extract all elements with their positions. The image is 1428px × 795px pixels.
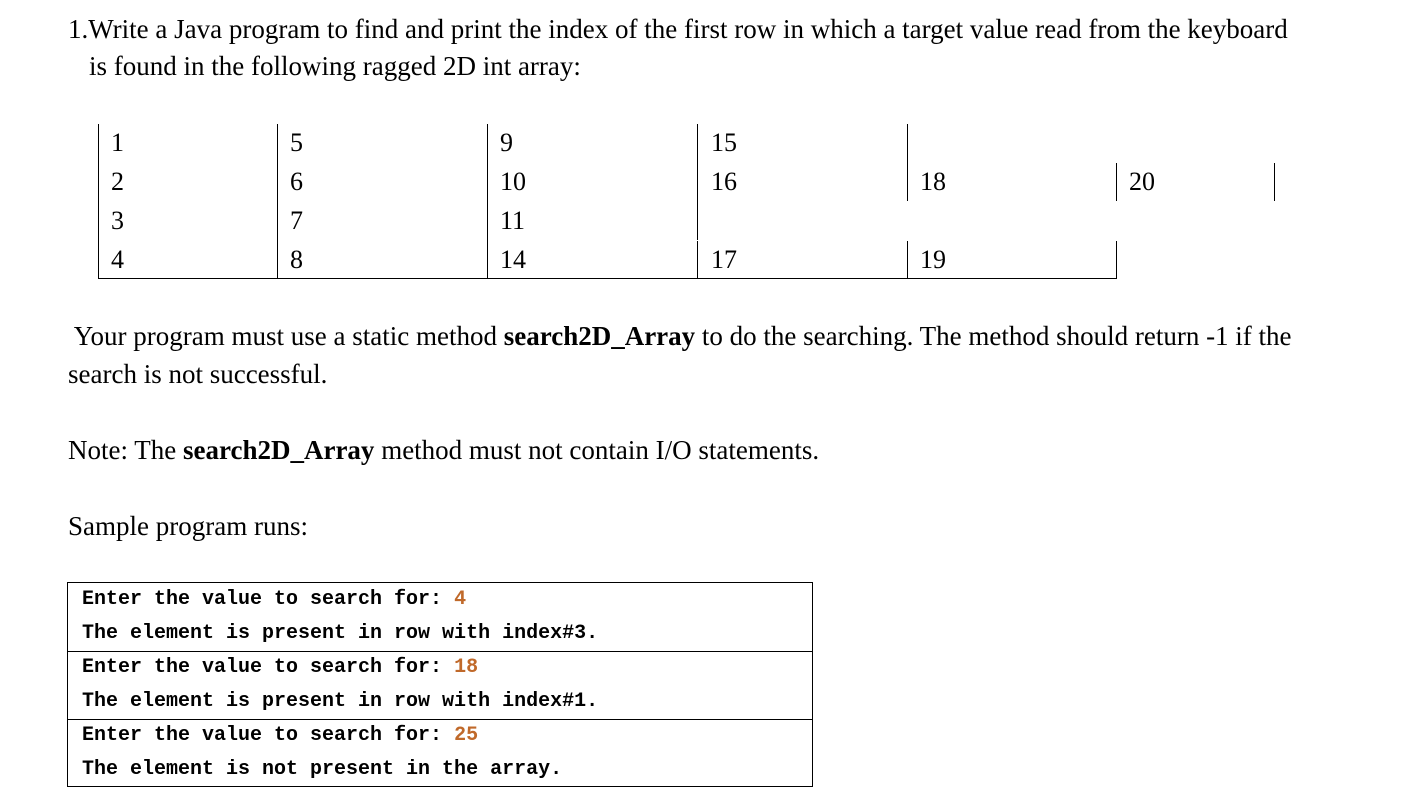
array-cell: 15 [711, 128, 737, 157]
array-grid-line [697, 241, 698, 279]
note-suffix: method must not contain I/O statements. [374, 435, 820, 465]
array-cell: 10 [500, 167, 526, 196]
note-prefix: Note: The [68, 435, 183, 465]
method-paragraph-line-2: search is not successful. [68, 359, 328, 389]
array-grid-line [98, 278, 1117, 279]
sample-run [68, 719, 812, 788]
sample-runs-console [67, 582, 813, 787]
array-grid-line [1116, 241, 1117, 279]
array-grid-line [1116, 163, 1117, 201]
sample-run [68, 583, 812, 651]
ragged-array-table [0, 0, 1428, 300]
run-prompt: Enter the value to search for: [82, 656, 455, 679]
question-line-1: 1.Write a Java program to find and print the index of the first row in which a target value read from the keyboard [68, 14, 1288, 44]
method-text-part1: Your program must use a static method [68, 321, 504, 351]
array-grid-line [697, 124, 698, 240]
sample-runs-heading: Sample program runs: [68, 511, 308, 541]
array-cell: 14 [500, 245, 526, 274]
run-prompt-line [82, 656, 478, 680]
array-cell: 16 [711, 167, 737, 196]
array-grid-line [907, 124, 908, 201]
run-output: The element is present in row with index#3. [82, 622, 599, 645]
run-input-value: 4 [454, 588, 467, 611]
run-output: The element is not present in the array. [82, 758, 563, 781]
note-paragraph [68, 431, 819, 469]
run-input-value: 18 [454, 656, 479, 679]
array-cell: 4 [111, 245, 124, 274]
array-cell: 8 [290, 245, 303, 274]
array-cell: 11 [500, 206, 526, 235]
note-method-name: search2D_Array [182, 435, 375, 465]
array-cell: 18 [920, 167, 946, 196]
array-cell: 20 [1129, 167, 1155, 196]
array-cell: 7 [290, 206, 303, 235]
array-cell: 3 [111, 206, 124, 235]
array-cell: 1 [111, 128, 124, 157]
method-name: search2D_Array [503, 321, 696, 351]
array-cell: 17 [711, 245, 737, 274]
array-cell: 9 [500, 128, 513, 157]
run-prompt: Enter the value to search for: [82, 588, 455, 611]
array-cell: 6 [290, 167, 303, 196]
array-grid-line [98, 124, 99, 279]
run-output: The element is present in row with index#1. [82, 690, 599, 713]
array-grid-line [1274, 163, 1275, 201]
array-grid-line [907, 241, 908, 279]
array-cell: 19 [920, 245, 946, 274]
array-grid-line [487, 124, 488, 279]
run-prompt-line [82, 724, 478, 748]
run-prompt-line [82, 588, 466, 612]
method-text-part2: to do the searching. The method should return -1 if the [695, 321, 1292, 351]
run-prompt: Enter the value to search for: [82, 724, 455, 747]
method-paragraph-line-1 [68, 317, 1292, 355]
array-cell: 2 [111, 167, 124, 196]
question-line-2: is found in the following ragged 2D int array: [89, 51, 581, 81]
array-cell: 5 [290, 128, 303, 157]
run-input-value: 25 [454, 724, 479, 747]
array-grid-line [277, 124, 278, 279]
sample-run [68, 651, 812, 720]
